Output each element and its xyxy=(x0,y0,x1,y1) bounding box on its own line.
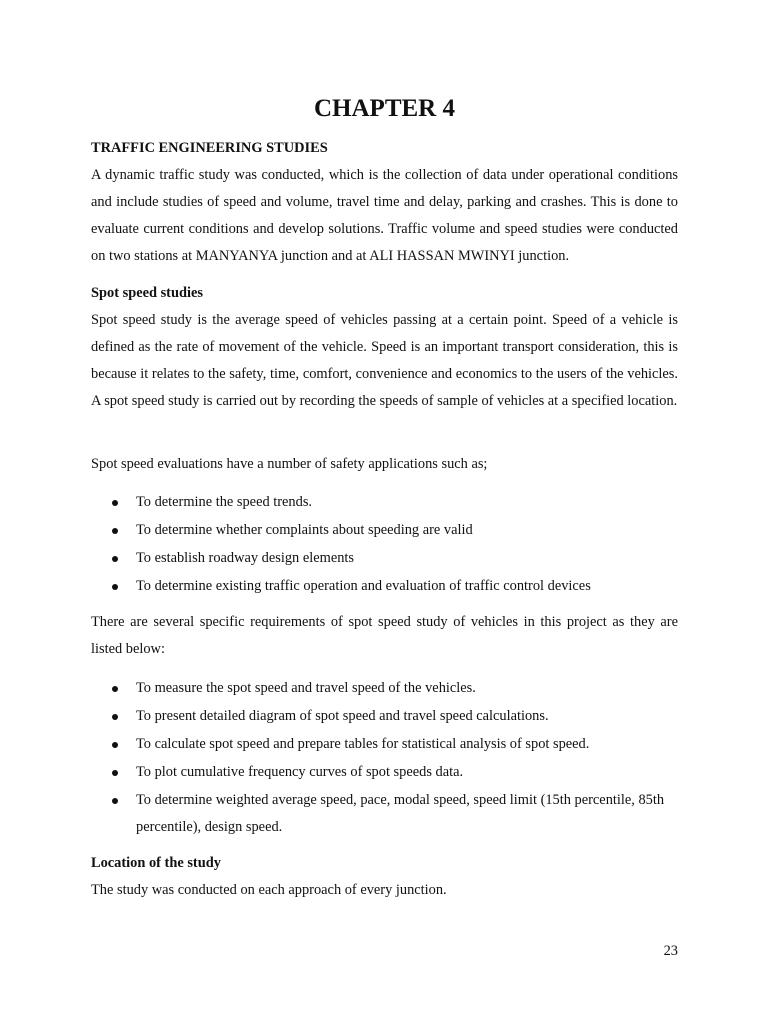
safety-applications-list xyxy=(91,489,678,601)
bullet-icon xyxy=(112,500,118,506)
bullet-icon xyxy=(112,770,118,776)
list-item-text: To determine the speed trends. xyxy=(136,494,313,510)
list-item xyxy=(91,759,678,786)
list-item-text: To plot cumulative frequency curves of spot speeds data. xyxy=(136,764,464,780)
requirements-list xyxy=(91,675,678,842)
list-item xyxy=(91,703,678,730)
bullet-icon xyxy=(112,714,118,720)
bullet-icon xyxy=(112,798,118,804)
list-item-text: To determine existing traffic operation and evaluation of traffic control devices xyxy=(136,578,591,594)
bullet-icon xyxy=(112,686,118,692)
intro-paragraph: A dynamic traffic study was conducted, which is the collection of data under operational conditions and include studies of speed and volume, travel time and delay, parking and crashes. This is done to evaluate current conditions and develop solutions. Traffic volume and speed studies were conducted on two stations at MANYANYA junction and at ALI HASSAN MWINYI junction. xyxy=(91,167,678,264)
list-item xyxy=(91,517,678,544)
location-paragraph: The study was conducted on each approach of every junction. xyxy=(91,882,447,898)
list-item-text: To calculate spot speed and prepare tables for statistical analysis of spot speed. xyxy=(136,736,590,752)
bullet-icon xyxy=(112,584,118,590)
section-title: TRAFFIC ENGINEERING STUDIES xyxy=(91,140,328,156)
spot-speed-paragraph: Spot speed study is the average speed of vehicles passing at a certain point. Speed of a vehicle is defined as the rate of movement of the vehicle. Speed is an important transport consideration, this is because it relates to the safety, time, comfort, convenience and economics to the users of the vehicles. A spot speed study is carried out by recording the speeds of sample of vehicles at a specified location. xyxy=(91,312,678,409)
bullet-icon xyxy=(112,742,118,748)
list-item-text: To present detailed diagram of spot speed and travel speed calculations. xyxy=(136,708,549,724)
list-item xyxy=(91,787,678,841)
location-heading: Location of the study xyxy=(91,855,221,871)
page-number: 23 xyxy=(663,943,678,959)
list-item-text: To measure the spot speed and travel speed of the vehicles. xyxy=(136,680,476,696)
chapter-title: CHAPTER 4 xyxy=(314,95,455,122)
list-item-text: To determine weighted average speed, pace, modal speed, speed limit (15th percentile, 85th percentile), design speed. xyxy=(136,792,665,835)
safety-intro: Spot speed evaluations have a number of safety applications such as; xyxy=(91,456,488,472)
list-item xyxy=(91,489,678,516)
list-item xyxy=(91,573,678,600)
bullet-icon xyxy=(112,528,118,534)
list-item xyxy=(91,731,678,758)
list-item xyxy=(91,545,678,572)
list-item xyxy=(91,675,678,702)
list-item-text: To establish roadway design elements xyxy=(136,550,354,566)
document-page xyxy=(91,0,678,1024)
list-item-text: To determine whether complaints about speeding are valid xyxy=(136,522,473,538)
spot-speed-heading: Spot speed studies xyxy=(91,285,203,301)
requirements-intro: There are several specific requirements of spot speed study of vehicles in this project as they are listed below: xyxy=(91,614,678,657)
bullet-icon xyxy=(112,556,118,562)
